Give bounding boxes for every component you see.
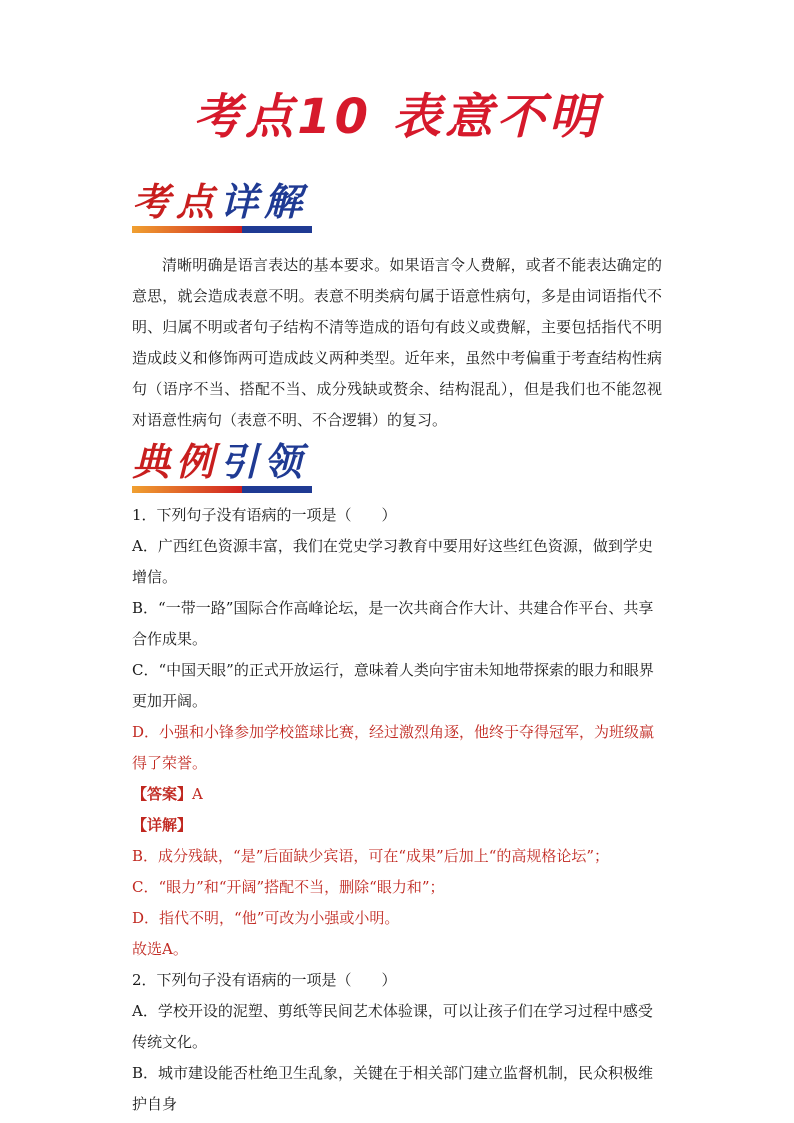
answer-value: A	[192, 785, 203, 803]
option-b: B．城市建设能否杜绝卫生乱象，关键在于相关部门建立监督机制，民众积极维护自身	[132, 1064, 654, 1113]
section-label-red: 考点	[132, 180, 221, 224]
option-a: A．学校开设的泥塑、剪纸等民间艺术体验课，可以让孩子们在学习过程中感受传统文化。	[132, 1002, 653, 1051]
explanation-b: B．成分残缺，“是”后面缺少宾语，可在“成果”后加上“的高规格论坛”；	[132, 847, 610, 865]
option-d: D．小强和小锋参加学校篮球比赛，经过激烈角逐，他终于夺得冠军，为班级赢得了荣誉。	[132, 723, 655, 772]
option-a: A．广西红色资源丰富，我们在党史学习教育中要用好这些红色资源，做到学史增信。	[132, 537, 653, 586]
option-c: C．“中国天眼”的正式开放运行，意味着人类向宇宙未知地带探索的眼力和眼界更加开阔。	[132, 661, 654, 710]
answer-label: 【答案】	[132, 785, 193, 803]
page-title: 考点10 表意不明	[193, 89, 601, 145]
section-header-dianli-yinling	[132, 440, 312, 493]
section-header-kaodian-xiangjie	[132, 180, 312, 233]
section-underline	[132, 486, 312, 493]
section-label-blue: 引领	[220, 440, 309, 484]
explanation-d: D．指代不明，“他”可改为小强或小明。	[132, 909, 400, 927]
intro-paragraph: 清晰明确是语言表达的基本要求。如果语言令人费解，或者不能表达确定的意思，就会造成表意不明。表意不明类病句属于语意性病句，多是由词语指代不明、归属不明或者句子结构不清等造成的语句有歧义或费解，主要包括指代不明造成歧义和修饰两可造成歧义两种类型。近年来，虽然中考偏重于考查结构性病句（语序不当、搭配不当、成分残缺或赘余、结构混乱），但是我们也不能忽视对语意性病句（表意不明、不合逻辑）的复习。	[132, 256, 662, 429]
explanation-c: C．“眼力”和“开阔”搭配不当，删除“眼力和”；	[132, 878, 445, 896]
question-area	[132, 500, 662, 1120]
detail-label: 【详解】	[132, 816, 193, 834]
option-b: B．“一带一路”国际合作高峰论坛，是一次共商合作大计、共建合作平台、共享合作成果。	[132, 599, 654, 648]
answer-line	[132, 779, 662, 810]
question-stem: 1．下列句子没有语病的一项是（ ）	[132, 506, 397, 524]
question-stem: 2．下列句子没有语病的一项是（ ）	[132, 971, 397, 989]
section-label-blue: 详解	[220, 180, 309, 224]
section-underline	[132, 226, 312, 233]
section-label-red: 典例	[132, 440, 221, 484]
conclusion: 故选A。	[132, 940, 188, 958]
